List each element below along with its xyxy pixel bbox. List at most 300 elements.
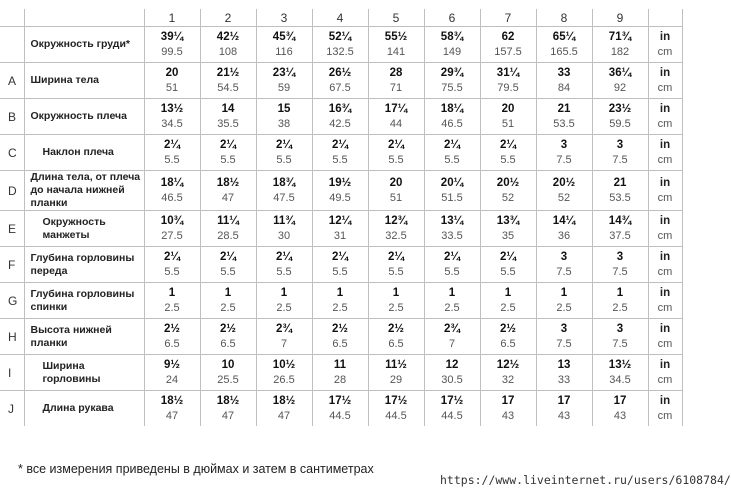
measurement-cell (312, 99, 368, 135)
size-column-header: 1 (144, 9, 200, 27)
row-letter: I (0, 355, 24, 391)
inch-value: 3 (616, 323, 624, 335)
cm-value: 51 (501, 118, 515, 130)
inch-value: 62 (501, 31, 515, 43)
measurement-cell (480, 99, 536, 135)
measurement-cell (200, 63, 256, 99)
measurement-cell (536, 99, 592, 135)
unit-cm: cm (657, 338, 673, 350)
row-letter (0, 27, 24, 63)
measurement-cell (200, 355, 256, 391)
unit-cell (648, 391, 682, 427)
cm-value: 24 (165, 374, 179, 386)
cm-value: 2.5 (220, 302, 236, 314)
unit-cell (648, 99, 682, 135)
measurement-cell (368, 391, 424, 427)
inch-value: 3 (560, 323, 568, 335)
measurement-cell (256, 319, 312, 355)
measurement-cell (480, 211, 536, 247)
measurement-cell (368, 99, 424, 135)
inch-value: 11 (333, 359, 347, 371)
cm-value: 99.5 (161, 46, 183, 58)
measurement-cell (144, 63, 200, 99)
inch-value: 52¼ (328, 31, 352, 43)
inch-value: 1 (168, 287, 176, 299)
row-letter: G (0, 283, 24, 319)
measurement-cell (536, 171, 592, 211)
cm-value: 30.5 (441, 374, 463, 386)
cm-value: 43 (501, 410, 515, 422)
cm-value: 44.5 (329, 410, 351, 422)
cm-value: 33 (557, 374, 571, 386)
row-letter: F (0, 247, 24, 283)
row-label: Окружность плеча (24, 99, 144, 135)
measurement-cell (424, 391, 480, 427)
measurement-cell (144, 283, 200, 319)
inch-value: 1 (616, 287, 624, 299)
measurement-cell (592, 63, 648, 99)
measurement-cell (424, 355, 480, 391)
inch-value: 14¾ (608, 215, 632, 227)
inch-value: 26½ (328, 67, 352, 79)
cm-value: 29 (389, 374, 403, 386)
cm-value: 165.5 (550, 46, 578, 58)
row-label: Глубина горловины переда (24, 247, 144, 283)
measurement-cell (312, 283, 368, 319)
row-letter: H (0, 319, 24, 355)
inch-value: 11¾ (273, 215, 295, 227)
measurement-cell (256, 355, 312, 391)
row-label: Глубина горловины спинки (24, 283, 144, 319)
unit-inch: in (659, 359, 671, 371)
measurement-cell (368, 247, 424, 283)
inch-value: 65¼ (552, 31, 576, 43)
inch-value: 2¼ (388, 139, 404, 151)
cm-value: 44.5 (441, 410, 463, 422)
measurement-cell (592, 135, 648, 171)
cm-value: 2.5 (556, 302, 572, 314)
inch-value: 20½ (496, 177, 520, 189)
cm-value: 182 (610, 46, 630, 58)
inch-value: 39¼ (160, 31, 184, 43)
cm-value: 46.5 (441, 118, 463, 130)
cm-value: 47 (277, 410, 291, 422)
inch-value: 58¾ (440, 31, 464, 43)
unit-cm: cm (657, 410, 673, 422)
inch-value: 11¼ (217, 215, 239, 227)
inch-value: 36¼ (608, 67, 632, 79)
measurement-cell (144, 355, 200, 391)
unit-inch: in (659, 251, 671, 263)
inch-value: 55½ (384, 31, 408, 43)
measurement-cell (536, 391, 592, 427)
cm-value: 5.5 (500, 154, 516, 166)
measurement-cell (480, 283, 536, 319)
cm-value: 32 (501, 374, 515, 386)
measurement-cell (536, 355, 592, 391)
measurement-cell (256, 171, 312, 211)
measurement-cell (200, 135, 256, 171)
cm-value: 51 (389, 192, 403, 204)
inch-value: 2½ (220, 323, 236, 335)
measurement-cell (536, 283, 592, 319)
row-letter: D (0, 171, 24, 211)
measurement-cell (536, 247, 592, 283)
inch-value: 18½ (160, 395, 184, 407)
inch-value: 16¾ (328, 103, 352, 115)
inch-value: 45¾ (272, 31, 296, 43)
unit-cm: cm (657, 154, 673, 166)
measurement-cell (312, 171, 368, 211)
measurement-row (0, 63, 682, 99)
row-letter: B (0, 99, 24, 135)
measurement-cell (312, 27, 368, 63)
inch-value: 20 (389, 177, 403, 189)
measurement-cell (592, 283, 648, 319)
cm-value: 35 (501, 230, 515, 242)
cm-value: 7.5 (556, 338, 572, 350)
size-column-header: 2 (200, 9, 256, 27)
inch-value: 71¾ (608, 31, 632, 43)
inch-value: 2¼ (220, 251, 236, 263)
measurement-cell (144, 99, 200, 135)
measurement-cell (256, 27, 312, 63)
header-blank-cell (0, 9, 24, 27)
inch-value: 2¾ (276, 323, 292, 335)
inch-value: 1 (504, 287, 512, 299)
inch-value: 2½ (388, 323, 404, 335)
unit-cell (648, 135, 682, 171)
cm-value: 46.5 (161, 192, 183, 204)
inch-value: 2¼ (220, 139, 236, 151)
header-blank-cell (24, 9, 144, 27)
inch-value: 18½ (216, 177, 240, 189)
inch-value: 10½ (272, 359, 296, 371)
cm-value: 5.5 (500, 266, 516, 278)
size-column-header: 3 (256, 9, 312, 27)
cm-value: 5.5 (332, 154, 348, 166)
measurement-cell (424, 63, 480, 99)
cm-value: 5.5 (220, 154, 236, 166)
inch-value: 17 (501, 395, 515, 407)
measurement-cell (200, 27, 256, 63)
cm-value: 2.5 (276, 302, 292, 314)
measurement-row (0, 355, 682, 391)
inch-value: 2¼ (444, 139, 460, 151)
inch-value: 17½ (440, 395, 464, 407)
cm-value: 27.5 (161, 230, 183, 242)
measurement-cell (200, 99, 256, 135)
measurement-cell (312, 63, 368, 99)
cm-value: 84 (557, 82, 571, 94)
cm-value: 149 (442, 46, 462, 58)
size-column-header: 5 (368, 9, 424, 27)
cm-value: 43 (557, 410, 571, 422)
inch-value: 10¾ (160, 215, 184, 227)
inch-value: 1 (560, 287, 568, 299)
measurement-cell (312, 319, 368, 355)
inch-value: 20 (501, 103, 515, 115)
unit-inch: in (659, 177, 671, 189)
measurement-cell (312, 391, 368, 427)
unit-cm: cm (657, 266, 673, 278)
measurement-cell (256, 247, 312, 283)
cm-value: 54.5 (217, 82, 239, 94)
unit-inch: in (659, 215, 671, 227)
measurement-cell (312, 247, 368, 283)
inch-value: 23½ (608, 103, 632, 115)
inch-value: 12¾ (384, 215, 408, 227)
measurement-cell (480, 171, 536, 211)
measurement-cell (424, 135, 480, 171)
inch-value: 2¾ (444, 323, 460, 335)
measurement-cell (200, 247, 256, 283)
cm-value: 2.5 (444, 302, 460, 314)
cm-value: 5.5 (332, 266, 348, 278)
inch-value: 17½ (328, 395, 352, 407)
inch-value: 1 (336, 287, 344, 299)
unit-cell (648, 355, 682, 391)
unit-inch: in (659, 31, 671, 43)
inch-value: 1 (448, 287, 456, 299)
measurement-cell (144, 247, 200, 283)
size-column-header: 8 (536, 9, 592, 27)
measurement-cell (424, 247, 480, 283)
inch-value: 17½ (384, 395, 408, 407)
cm-value: 7 (448, 338, 456, 350)
measurement-cell (592, 211, 648, 247)
inch-value: 10 (221, 359, 235, 371)
measurement-cell (424, 283, 480, 319)
inch-value: 18¾ (272, 177, 296, 189)
cm-value: 141 (386, 46, 406, 58)
inch-value: 28 (389, 67, 403, 79)
cm-value: 49.5 (329, 192, 351, 204)
measurement-cell (480, 355, 536, 391)
inch-value: 3 (560, 139, 568, 151)
inch-value: 20 (165, 67, 179, 79)
cm-value: 44.5 (385, 410, 407, 422)
row-letter: C (0, 135, 24, 171)
measurement-cell (144, 27, 200, 63)
cm-value: 26.5 (273, 374, 295, 386)
cm-value: 6.5 (388, 338, 404, 350)
size-chart-table (0, 9, 683, 426)
inch-value: 2¼ (388, 251, 404, 263)
cm-value: 32.5 (385, 230, 407, 242)
measurement-cell (536, 135, 592, 171)
measurement-cell (200, 211, 256, 247)
cm-value: 47 (221, 410, 235, 422)
unit-cell (648, 171, 682, 211)
inch-value: 13 (557, 359, 571, 371)
unit-cm: cm (657, 302, 673, 314)
inch-value: 23¼ (272, 67, 296, 79)
inch-value: 2¼ (164, 139, 180, 151)
cm-value: 7.5 (612, 154, 628, 166)
measurement-cell (200, 283, 256, 319)
inch-value: 18¼ (440, 103, 464, 115)
inch-value: 3 (616, 251, 624, 263)
measurement-row (0, 27, 682, 63)
cm-value: 33.5 (441, 230, 463, 242)
measurement-row (0, 211, 682, 247)
cm-value: 6.5 (164, 338, 180, 350)
cm-value: 5.5 (388, 154, 404, 166)
cm-value: 53.5 (609, 192, 631, 204)
cm-value: 28.5 (217, 230, 239, 242)
cm-value: 7.5 (556, 154, 572, 166)
unit-inch: in (659, 67, 671, 79)
row-label: Ширина тела (24, 63, 144, 99)
inch-value: 9½ (164, 359, 180, 371)
measurement-cell (592, 171, 648, 211)
measurement-cell (424, 319, 480, 355)
measurement-cell (592, 27, 648, 63)
inch-value: 17 (613, 395, 627, 407)
measurement-row (0, 283, 682, 319)
unit-inch: in (659, 103, 671, 115)
inch-value: 20¼ (440, 177, 464, 189)
cm-value: 2.5 (164, 302, 180, 314)
inch-value: 14 (221, 103, 235, 115)
inch-value: 1 (392, 287, 400, 299)
inch-value: 18½ (216, 395, 240, 407)
measurement-cell (424, 211, 480, 247)
measurement-cell (480, 391, 536, 427)
unit-column-header (648, 9, 682, 27)
row-letter: E (0, 211, 24, 247)
cm-value: 5.5 (276, 266, 292, 278)
measurement-cell (312, 211, 368, 247)
inch-value: 2¼ (444, 251, 460, 263)
cm-value: 47 (165, 410, 179, 422)
unit-inch: in (659, 323, 671, 335)
cm-value: 7.5 (612, 338, 628, 350)
measurement-cell (368, 355, 424, 391)
inch-value: 2¼ (276, 139, 292, 151)
cm-value: 5.5 (276, 154, 292, 166)
inch-value: 31¼ (496, 67, 520, 79)
size-column-header: 6 (424, 9, 480, 27)
size-column-header: 4 (312, 9, 368, 27)
inch-value: 14¼ (552, 215, 576, 227)
cm-value: 36 (557, 230, 571, 242)
cm-value: 5.5 (388, 266, 404, 278)
inch-value: 2½ (164, 323, 180, 335)
row-label: Ширина горловины (24, 355, 144, 391)
cm-value: 44 (389, 118, 403, 130)
cm-value: 52 (501, 192, 515, 204)
measurement-row (0, 99, 682, 135)
cm-value: 7.5 (556, 266, 572, 278)
measurement-cell (368, 171, 424, 211)
unit-cell (648, 319, 682, 355)
inch-value: 21 (557, 103, 571, 115)
inch-value: 13½ (160, 103, 184, 115)
cm-value: 6.5 (332, 338, 348, 350)
measurement-cell (368, 135, 424, 171)
measurement-cell (536, 211, 592, 247)
footnote: * все измерения приведены в дюймах и затем в сантиметрах (18, 462, 374, 476)
measurement-cell (368, 283, 424, 319)
cm-value: 31 (333, 230, 347, 242)
inch-value: 13¾ (496, 215, 520, 227)
inch-value: 12¼ (328, 215, 352, 227)
measurement-cell (480, 135, 536, 171)
inch-value: 17¼ (384, 103, 408, 115)
measurement-row (0, 391, 682, 427)
measurement-row (0, 171, 682, 211)
cm-value: 30 (277, 230, 291, 242)
measurement-cell (592, 99, 648, 135)
inch-value: 2¼ (164, 251, 180, 263)
inch-value: 2¼ (276, 251, 292, 263)
inch-value: 18¼ (160, 177, 184, 189)
cm-value: 2.5 (332, 302, 348, 314)
measurement-cell (480, 63, 536, 99)
cm-value: 35.5 (217, 118, 239, 130)
cm-value: 52 (557, 192, 571, 204)
inch-value: 12 (445, 359, 459, 371)
cm-value: 2.5 (500, 302, 516, 314)
cm-value: 5.5 (164, 266, 180, 278)
inch-value: 15 (277, 103, 291, 115)
measurement-cell (480, 319, 536, 355)
cm-value: 2.5 (612, 302, 628, 314)
size-column-header: 9 (592, 9, 648, 27)
row-letter: A (0, 63, 24, 99)
inch-value: 12½ (496, 359, 520, 371)
inch-value: 2½ (500, 323, 516, 335)
measurement-cell (256, 283, 312, 319)
measurement-cell (144, 319, 200, 355)
cm-value: 51 (165, 82, 179, 94)
row-label: Наклон плеча (24, 135, 144, 171)
unit-cm: cm (657, 46, 673, 58)
cm-value: 59 (277, 82, 291, 94)
inch-value: 3 (616, 139, 624, 151)
inch-value: 21½ (216, 67, 240, 79)
cm-value: 51.5 (441, 192, 463, 204)
inch-value: 2½ (332, 323, 348, 335)
measurement-cell (368, 27, 424, 63)
measurement-cell (592, 355, 648, 391)
size-header-row (0, 9, 682, 27)
cm-value: 71 (389, 82, 403, 94)
cm-value: 34.5 (609, 374, 631, 386)
cm-value: 5.5 (444, 266, 460, 278)
row-label: Длина тела, от плеча до начала нижней планки (24, 171, 144, 211)
measurement-cell (256, 135, 312, 171)
inch-value: 2¼ (332, 251, 348, 263)
measurement-cell (256, 63, 312, 99)
measurement-cell (368, 211, 424, 247)
cm-value: 67.5 (329, 82, 351, 94)
unit-inch: in (659, 139, 671, 151)
cm-value: 53.5 (553, 118, 575, 130)
measurement-row (0, 247, 682, 283)
measurement-cell (312, 355, 368, 391)
unit-cell (648, 283, 682, 319)
inch-value: 17 (557, 395, 571, 407)
measurement-cell (200, 319, 256, 355)
measurement-cell (200, 391, 256, 427)
row-letter: J (0, 391, 24, 427)
unit-cm: cm (657, 82, 673, 94)
inch-value: 21 (613, 177, 627, 189)
cm-value: 92 (613, 82, 627, 94)
